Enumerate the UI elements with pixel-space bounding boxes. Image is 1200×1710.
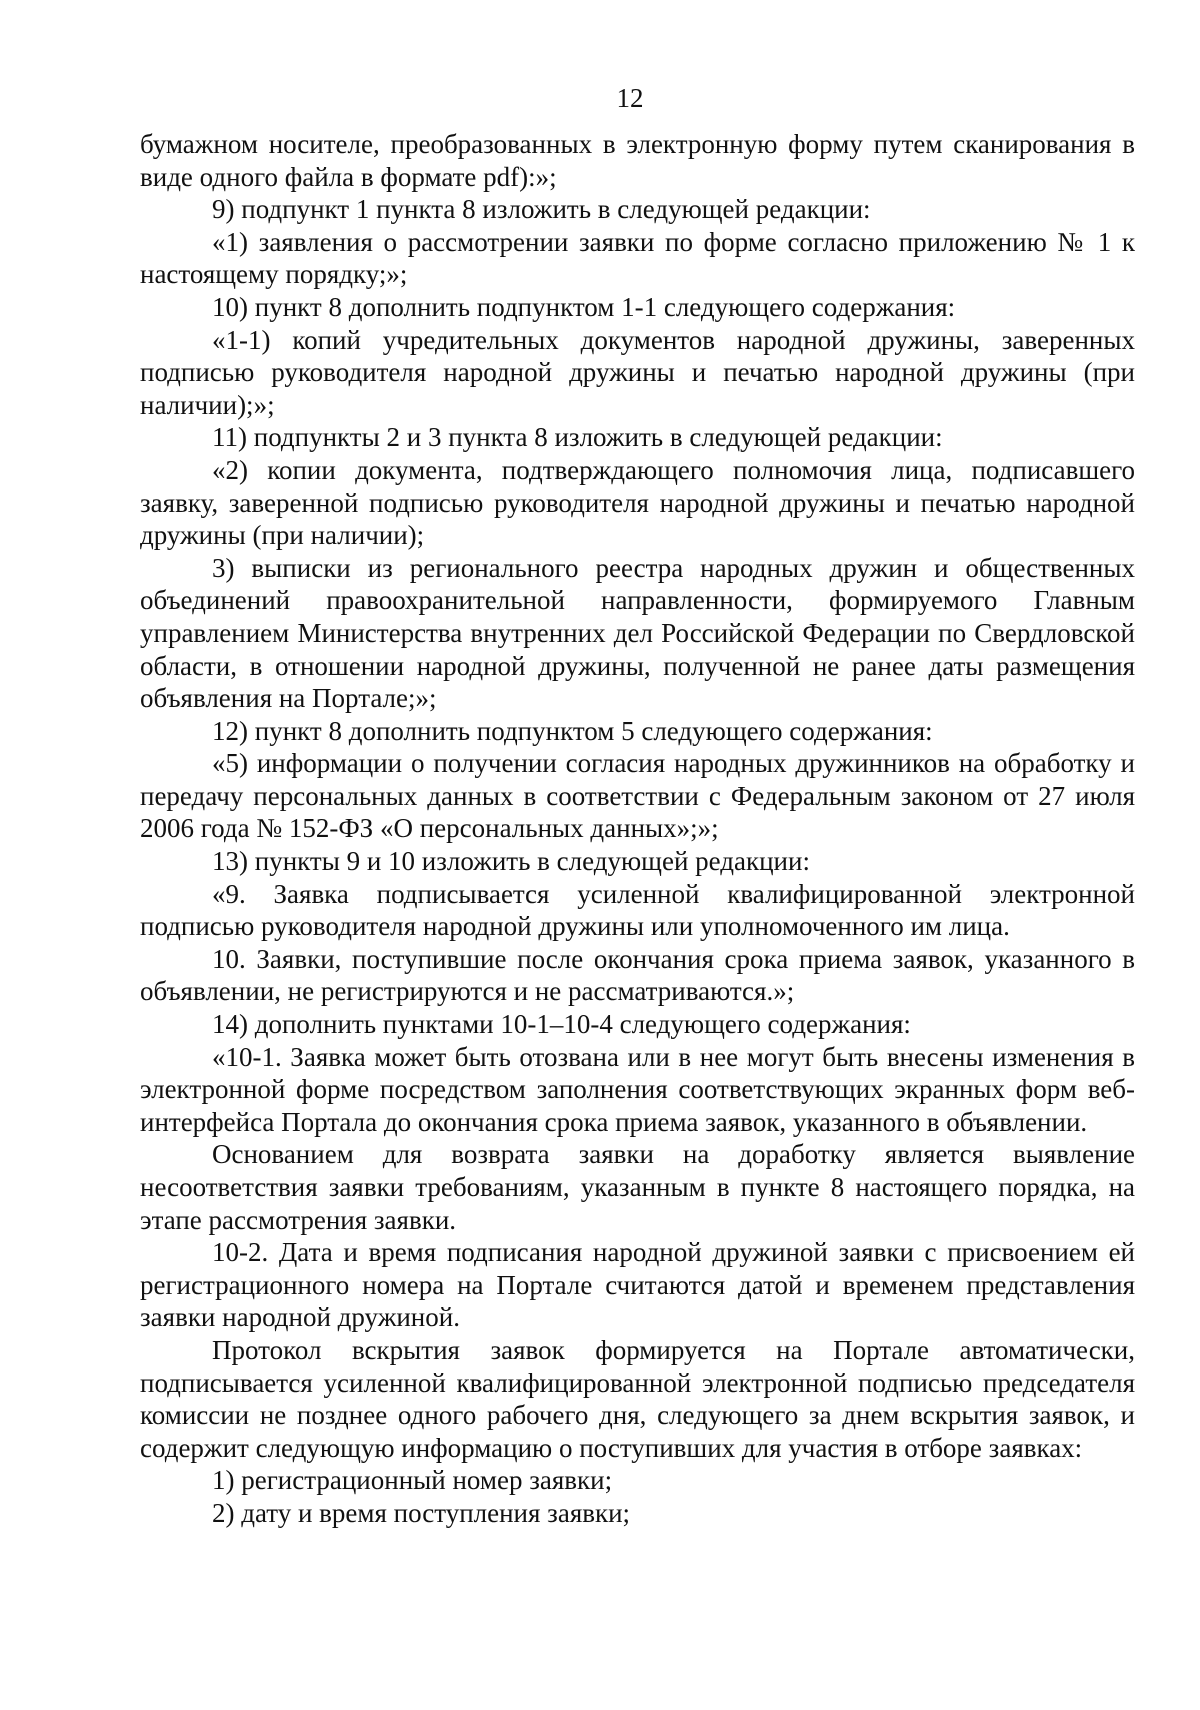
page-number: 12 [616,83,644,113]
paragraph: 9) подпункт 1 пункта 8 изложить в следующей редакции: [212,194,871,225]
paragraph: 11) подпункты 2 и 3 пункта 8 изложить в следующей редакции: [212,422,943,453]
paragraph: 10. Заявки, поступившие после окончания срока приема заявок, указанного в объявлении, не регистрируются и не рассматриваются.»; [140,943,1135,1007]
paragraph: «1-1) копий учредительных документов народной дружины, заверенных подписью руководителя народной дружины и печатью народной дружины (при наличии);»; [140,324,1135,420]
paragraph: «1) заявления о рассмотрении заявки по форме согласно приложению № 1 к настоящему порядку;»; [140,226,1135,290]
paragraph: «5) информации о получении согласия народных дружинников на обработку и передачу персональных данных в соответствии с Федеральным законом от 27 июля 2006 года № 152-ФЗ «О персональных данных»;»; [140,748,1135,844]
paragraph: 10) пункт 8 дополнить подпунктом 1-1 следующего содержания: [212,291,956,322]
paragraph: Основанием для возврата заявки на доработку является выявление несоответствия заявки требованиям, указанным в пункте 8 настоящего порядка, на этапе рассмотрения заявки. [140,1139,1135,1235]
paragraph: «9. Заявка подписывается усиленной квалифицированной электронной подписью руководителя народной дружины или уполномоченного им лица. [140,878,1135,942]
paragraph: 14) дополнить пунктами 10-1–10-4 следующего содержания: [212,1009,911,1040]
paragraph: «2) копии документа, подтверждающего полномочия лица, подписавшего заявку, заверенной подписью руководителя народной дружины и печатью народной дружины (при наличии); [140,454,1135,551]
paragraph: 1) регистрационный номер заявки; [212,1465,613,1496]
paragraph: «10-1. Заявка может быть отозвана или в нее могут быть внесены изменения в электронной форме посредством заполнения соответствующих экранных форм веб-интерфейса Портала до окончания срока приема заявок, указанного в объявлении. [140,1041,1135,1137]
paragraph: 10-2. Дата и время подписания народной дружиной заявки с присвоением ей регистрационного номера на Портале считаются датой и временем представления заявки народной дружиной. [140,1237,1135,1333]
paragraph: 3) выписки из регионального реестра народных дружин и общественных объединений правоохранительной направленности, формируемого Главным управлением Министерства внутренних дел Российской Федерации по Свердловской области, в отношении народной дружины, полученной не ранее даты размещения объявления на Портале;»; [140,552,1135,714]
document-body [140,128,1135,1530]
paragraph: 12) пункт 8 дополнить подпунктом 5 следующего содержания: [212,715,933,746]
paragraph: Протокол вскрытия заявок формируется на Портале автоматически, подписывается усиленной квалифицированной электронной подписью председателя комиссии не позднее одного рабочего дня, следующего за днем вскрытия заявок, и содержит следующую информацию о поступивших для участия в отборе заявках: [140,1334,1135,1463]
paragraph: 2) дату и время поступления заявки; [212,1497,631,1528]
paragraph: бумажном носителе, преобразованных в электронную форму путем сканирования в виде одного файла в формате pdf):»; [140,129,1135,192]
paragraph: 13) пункты 9 и 10 изложить в следующей редакции: [212,846,810,877]
